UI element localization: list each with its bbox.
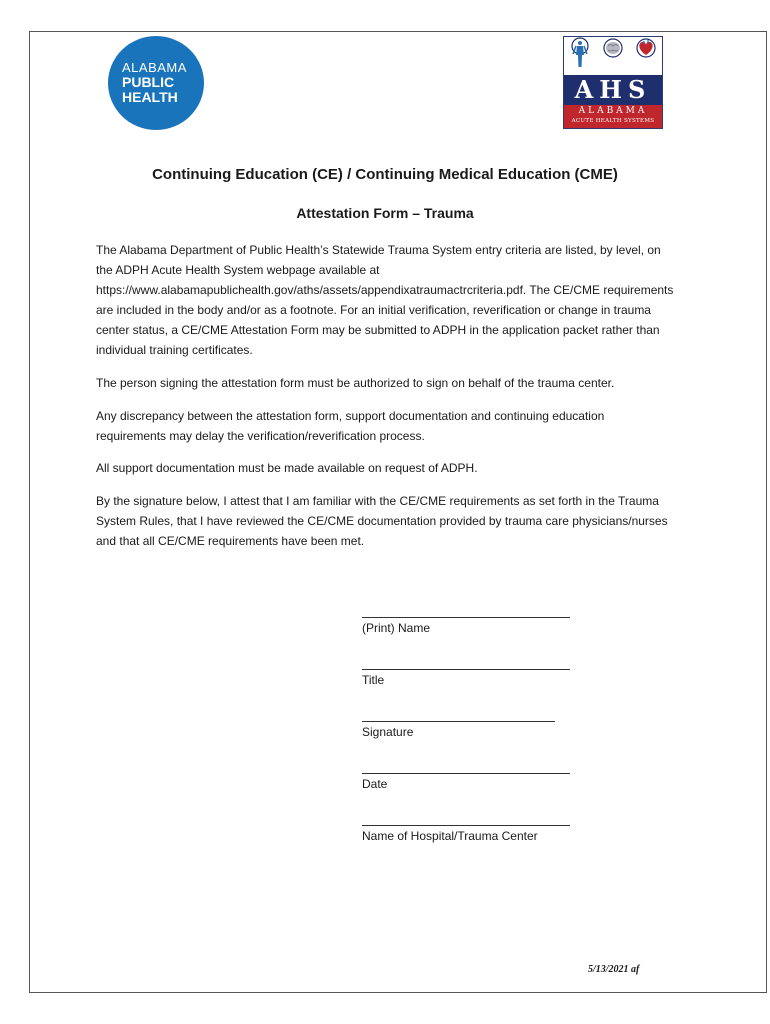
alabama-public-health-logo xyxy=(108,36,204,130)
print-name-field[interactable] xyxy=(362,603,570,635)
hospital-name-line[interactable] xyxy=(362,811,570,826)
title-field[interactable] xyxy=(362,655,570,687)
signature-label: Signature xyxy=(362,725,414,739)
paragraph-entry-criteria: The Alabama Department of Public Health’s Statewide Trauma System entry criteria are listed, by level, on the ADPH Acute Health System webpage available at https://www.alabamapublichealth.gov/aths/assets/appendixatraumactrcriteria.pdf. The CE/CME requirements are included in the body and/or as a footnote. For an initial verification, reverification or change in trauma center status, a CE/CME Attestation Form may be submitted to ADPH in the application packet rather than individual training certificates. xyxy=(96,243,674,357)
ahs-state: ALABAMA xyxy=(578,106,648,116)
document-subtitle: Attestation Form – Trauma xyxy=(296,205,474,221)
date-line[interactable] xyxy=(362,759,570,774)
paragraph-attestation: By the signature below, I attest that I am familiar with the CE/CME requirements as set forth in the Trauma System Rules, that I have reviewed the CE/CME documentation provided by trauma care physicians/nurses and that all CE/CME requirements have been met. xyxy=(96,494,668,548)
signature-line[interactable] xyxy=(362,707,555,722)
ahs-subtitle-band xyxy=(564,105,662,128)
date-field[interactable] xyxy=(362,759,570,791)
paragraph-support-docs: All support documentation must be made available on request of ADPH. xyxy=(96,461,478,475)
paragraph-authorization: The person signing the attestation form must be authorized to sign on behalf of the trauma center. xyxy=(96,376,615,390)
ahs-icons xyxy=(564,37,662,75)
paragraph-discrepancy: Any discrepancy between the attestation form, support documentation and continuing education requirements may delay the verification/reverification process. xyxy=(96,409,605,443)
date-label: Date xyxy=(362,777,388,791)
logo-line-health: HEALTH xyxy=(122,89,178,105)
body-icon xyxy=(572,38,588,67)
print-name-label: (Print) Name xyxy=(362,621,431,635)
ahs-tagline: ACUTE HEALTH SYSTEMS xyxy=(571,118,655,124)
ahs-letters: AHS xyxy=(564,75,662,105)
title-line[interactable] xyxy=(362,655,570,670)
footer-revision-date: 5/13/2021 af xyxy=(588,964,640,975)
document-title: Continuing Education (CE) / Continuing Medical Education (CME) xyxy=(152,166,618,183)
title-label: Title xyxy=(362,673,385,687)
logo-line-alabama: ALABAMA xyxy=(122,60,187,75)
print-name-line[interactable] xyxy=(362,603,570,618)
hospital-name-field[interactable] xyxy=(362,811,570,843)
ahs-logo xyxy=(563,36,663,129)
logo-line-public: PUBLIC xyxy=(122,74,175,90)
heart-icon xyxy=(637,39,655,57)
signature-field[interactable] xyxy=(362,707,555,739)
hospital-name-label: Name of Hospital/Trauma Center xyxy=(362,829,538,843)
brain-icon xyxy=(604,39,622,57)
